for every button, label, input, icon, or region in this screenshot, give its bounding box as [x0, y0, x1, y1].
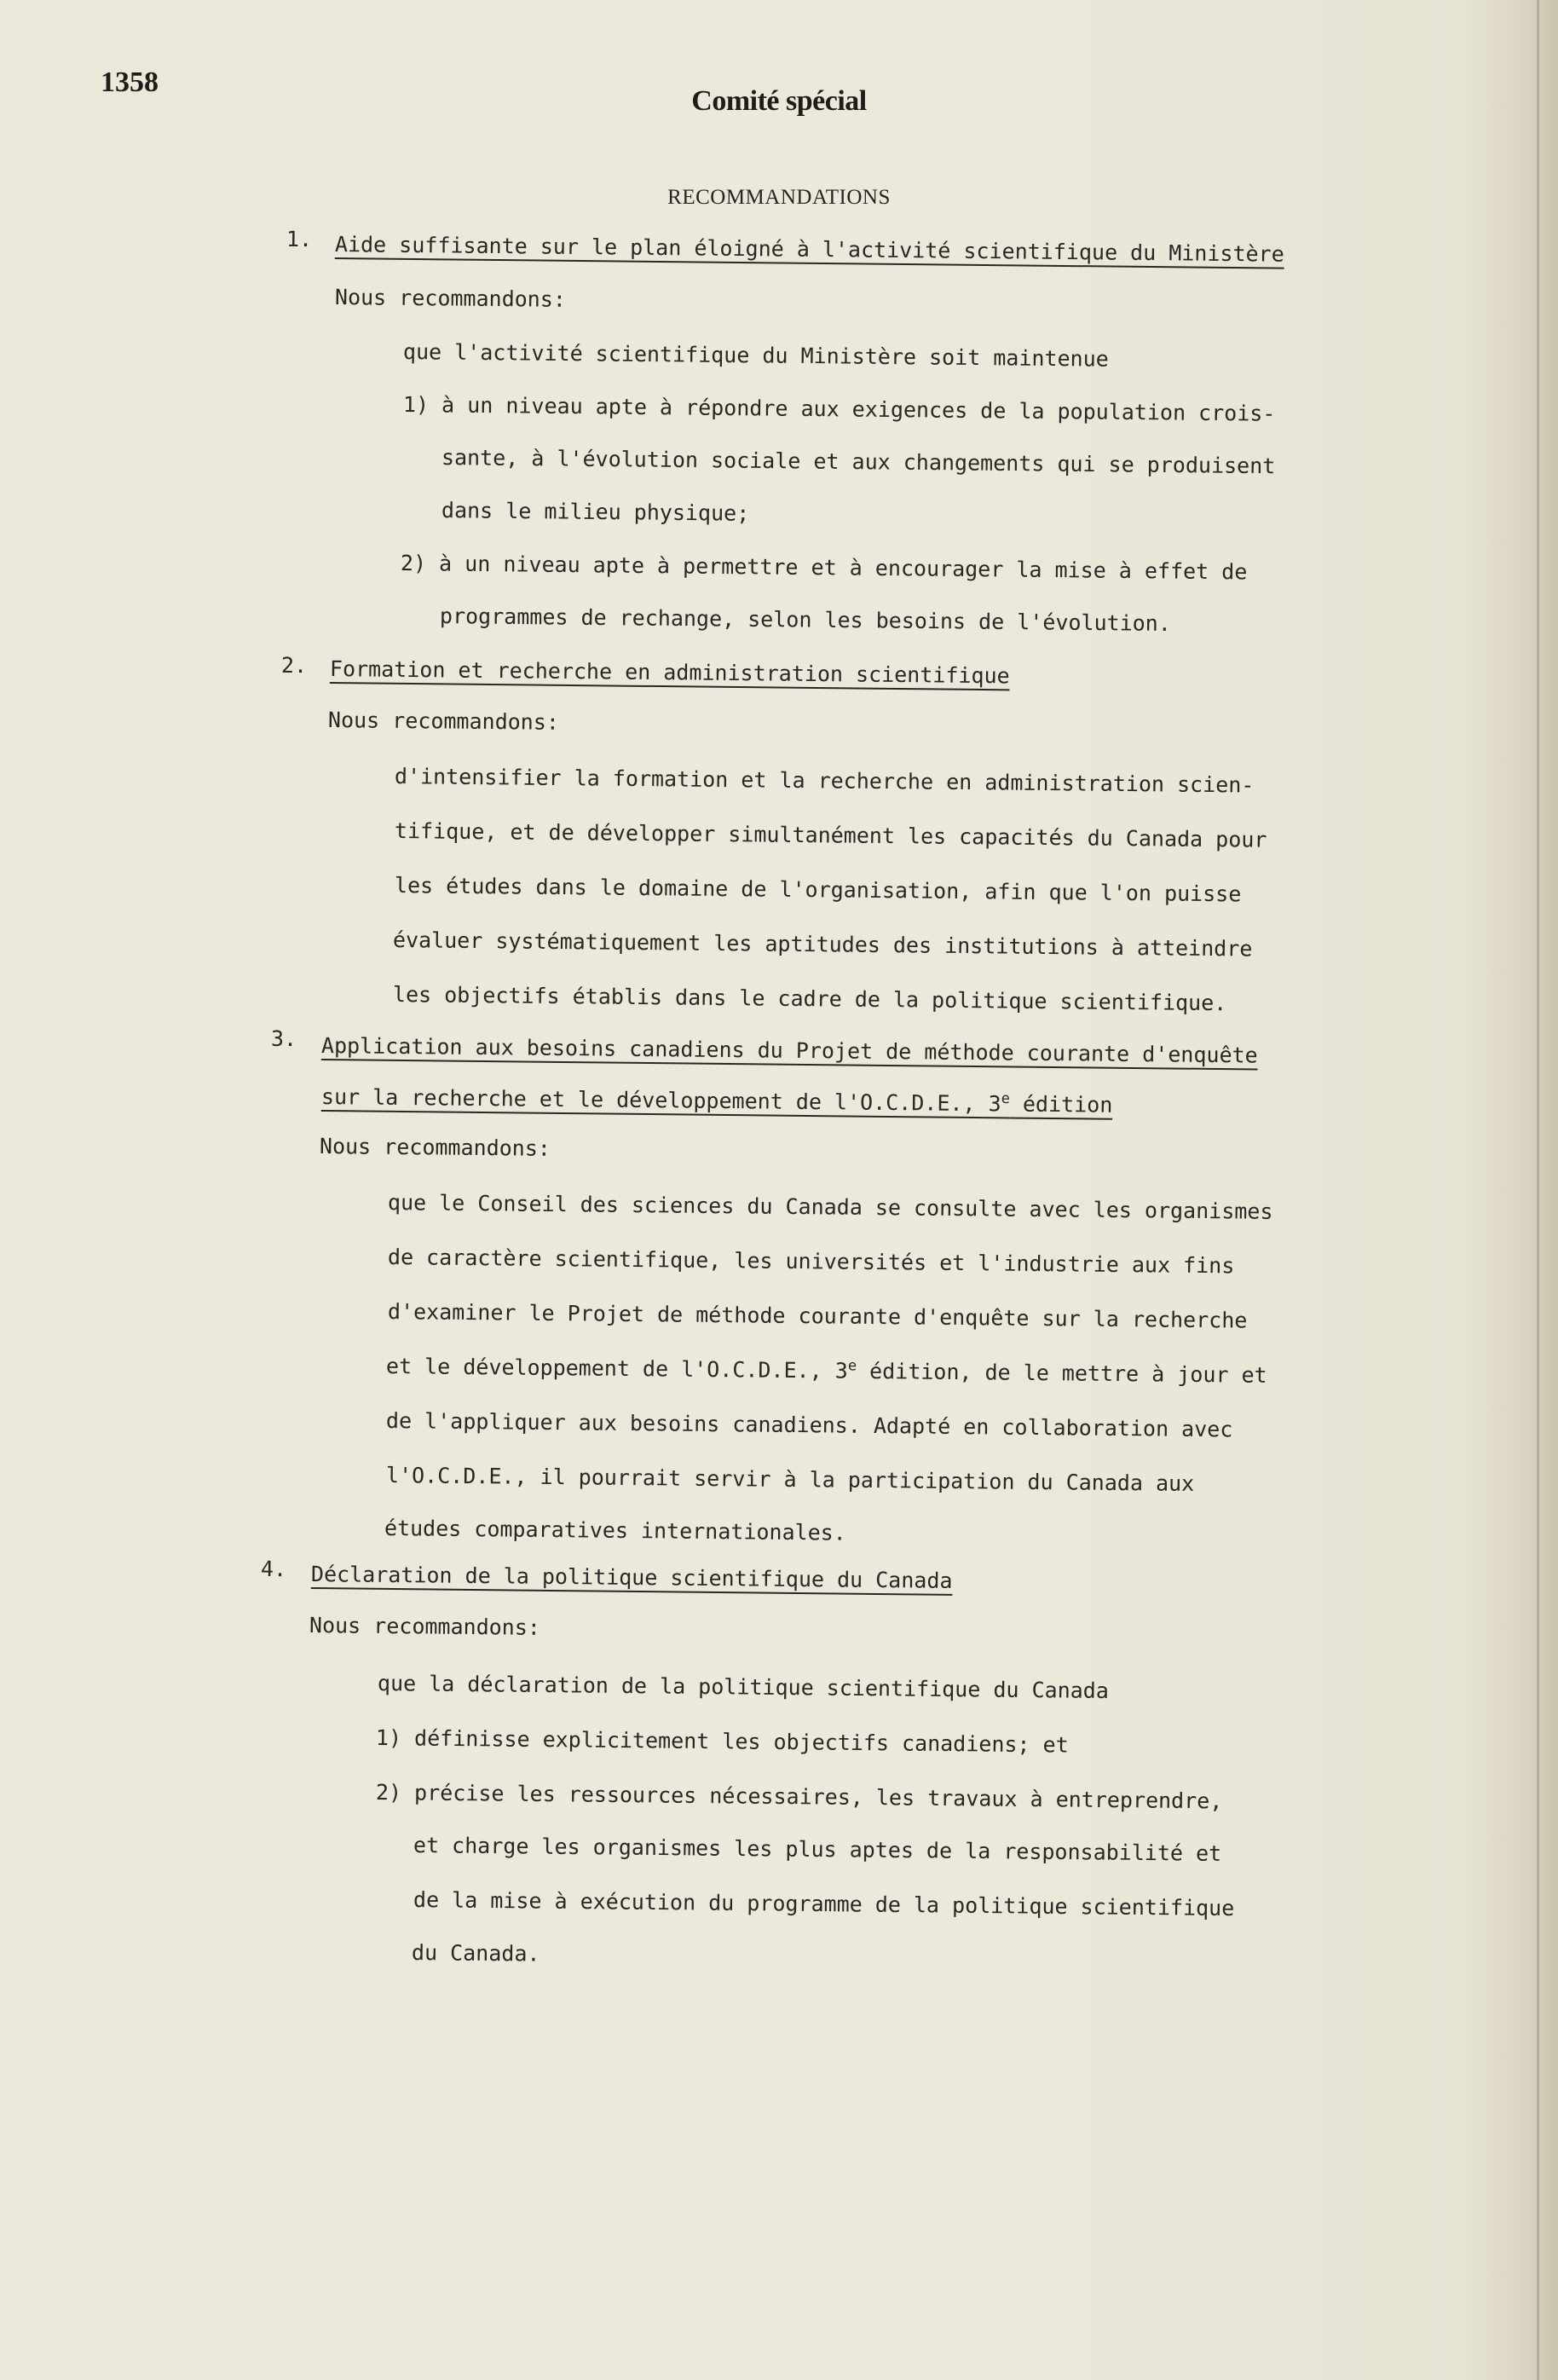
- recommendation-1-line: que l'activité scientifique du Ministère soit maintenue: [402, 339, 1109, 372]
- recommendation-1-line: 1) à un niveau apte à répondre aux exigences de la population crois-: [402, 392, 1276, 426]
- recommendation-2-line: les études dans le domaine de l'organisation, afin que l'on puisse: [394, 873, 1242, 907]
- recommendation-1-line: programmes de rechange, selon les besoins de l'évolution.: [439, 604, 1172, 636]
- recommendation-2-line: évaluer systématiquement les aptitudes des institutions à atteindre: [392, 927, 1253, 962]
- recommendation-4-line: 2) précise les ressources nécessaires, les travaux à entreprendre,: [375, 1780, 1223, 1814]
- recommendation-2-line: tifique, et de développer simultanément les capacités du Canada pour: [394, 818, 1267, 852]
- page-number: 1358: [101, 66, 159, 98]
- line-text-end: édition, de le mettre à jour et: [856, 1358, 1267, 1388]
- recommendation-4-intro: Nous recommandons:: [309, 1613, 541, 1640]
- recommendation-2-heading: Formation et recherche en administration scientifique: [329, 656, 1010, 689]
- recommendation-1-line: sante, à l'évolution sociale et aux changements qui se produisent: [441, 445, 1276, 479]
- recommendation-2-line: d'intensifier la formation et la recherche en administration scien-: [394, 764, 1255, 798]
- running-title: Comité spécial: [691, 85, 867, 117]
- recommendation-1-intro: Nous recommandons:: [334, 285, 567, 312]
- recommendation-3-line: d'examiner le Projet de méthode courante d'enquête sur la recherche: [387, 1299, 1248, 1333]
- section-title: RECOMMANDATIONS: [667, 186, 891, 209]
- recommendation-3-line: de l'appliquer aux besoins canadiens. Adapté en collaboration avec: [385, 1408, 1233, 1442]
- recommendation-2-intro: Nous recommandons:: [327, 708, 560, 735]
- page-binding-edge: [1537, 0, 1539, 2380]
- heading-text-end: édition: [1009, 1091, 1113, 1118]
- recommendation-2-number: 2.: [280, 652, 308, 679]
- recommendation-4-line: de la mise à exécution du programme de la politique scientifique: [413, 1887, 1235, 1921]
- recommendation-4-number: 4.: [260, 1556, 287, 1582]
- recommendation-4-line: que la déclaration de la politique scientifique du Canada: [377, 1671, 1110, 1703]
- recommendation-4-line: 1) définisse explicitement les objectifs canadiens; et: [375, 1725, 1069, 1758]
- recommendation-1-line: dans le milieu physique;: [441, 498, 750, 526]
- recommendation-3-number: 3.: [270, 1025, 297, 1052]
- line-text: et le développement de l'O.C.D.E., 3: [385, 1354, 848, 1384]
- recommendation-1-line: 2) à un niveau apte à permettre et à encourager la mise à effet de: [400, 551, 1248, 585]
- recommendation-3-line: études comparatives internationales.: [384, 1516, 846, 1545]
- superscript: e: [1001, 1090, 1011, 1108]
- recommendation-3-intro: Nous recommandons:: [319, 1134, 551, 1161]
- heading-text: sur la recherche et le développement de l'O.C.D.E., 3: [320, 1084, 1001, 1117]
- recommendation-3-line: que le Conseil des sciences du Canada se consulte avec les organismes: [387, 1190, 1273, 1224]
- recommendation-3-line: de caractère scientifique, les universités et l'industrie aux fins: [387, 1245, 1235, 1279]
- recommendation-3-heading-line-1: Application aux besoins canadiens du Projet de méthode courante d'enquête: [320, 1033, 1258, 1068]
- superscript: e: [847, 1357, 857, 1375]
- recommendation-2-line: les objectifs établis dans le cadre de la politique scientifique.: [392, 982, 1227, 1016]
- recommendation-4-line: du Canada.: [411, 1940, 540, 1967]
- recommendation-3-line: [386, 1354, 1267, 1388]
- recommendation-4-heading: Déclaration de la politique scientifique du Canada: [310, 1562, 953, 1593]
- recommendation-3-heading-line-2: [321, 1084, 1113, 1118]
- recommendation-4-line: et charge les organismes les plus aptes de la responsabilité et: [413, 1833, 1222, 1866]
- recommendation-1-heading: Aide suffisante sur le plan éloigné à l'activité scientifique du Ministère: [334, 232, 1284, 267]
- recommendation-1-number: 1.: [286, 226, 313, 252]
- recommendation-3-line: l'O.C.D.E., il pourrait servir à la participation du Canada aux: [385, 1463, 1195, 1496]
